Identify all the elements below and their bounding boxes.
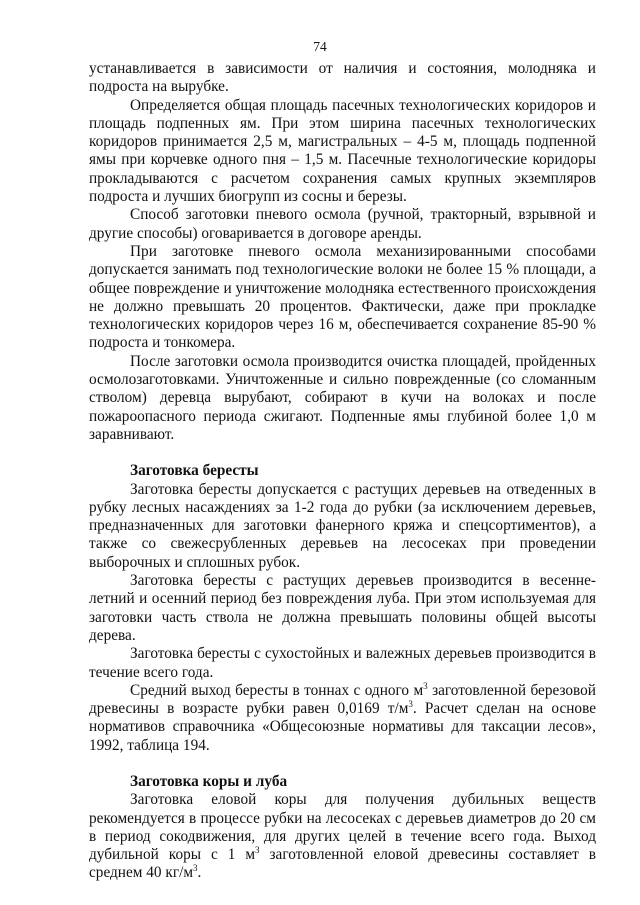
section-heading: Заготовка коры и луба — [130, 772, 288, 790]
text-run: Заготовка еловой коры для получения дубильных веществ рекомендуется в процессе рубки на лесосеках с деревьев диаметров до 20 см в период сокодвижения, для других целей в течение всего года. Выход дубильной коры с 1 м — [89, 791, 596, 864]
text-run: Средний выход бересты в тоннах с одного м — [130, 681, 424, 699]
text-run: заготовленной еловой древесины составляет в среднем 40 кг/м — [89, 846, 596, 882]
text-run: . Расчет сделан на основе нормативов справочника «Общесоюзные нормативы для таксации лесов», 1992, таблица 194. — [89, 700, 596, 754]
page-body — [89, 60, 596, 883]
paragraph: Заготовка бересты с растущих деревьев производится в весенне-летний и осенний период без повреждения луба. При этом используемая для заготовки часть ствола не должна превышать половины общей высоты дерева. — [89, 572, 596, 644]
paragraph — [89, 682, 596, 755]
paragraph: Определяется общая площадь пасечных технологических коридоров и площадь подпенных ям. При этом ширина пасечных технологических коридоров принимается 2,5 м, магистральных – 4-5 м, площадь подпенной ямы при корчевке одного пня – 1,5 м. Пасечные технологические коридоры прокладываются с расчетом сохранения самых крупных экземпляров подроста и лучших биогрупп из сосны и березы. — [89, 96, 596, 206]
text-run: заготовленной березовой древесины в возрасте рубки равен 0,0169 т/м — [89, 681, 596, 718]
superscript: 3 — [408, 699, 413, 710]
paragraph: После заготовки осмола производится очистка площадей, пройденных осмолозаготовками. Уничтоженные и сильно поврежденные (со сломанным стволом) деревца вырубают, собирают в кучи на волоках и после пожароопасного периода сжигают. Подпенные ямы глубиной более 1,0 м заравнивают. — [89, 352, 596, 443]
paragraph — [89, 791, 596, 882]
superscript: 3 — [255, 845, 260, 856]
paragraph: Заготовка бересты с сухостойных и валежных деревьев производится в течение всего года. — [89, 645, 596, 681]
text-run: . — [197, 864, 202, 882]
paragraph: Способ заготовки пневого осмола (ручной, тракторный, взрывной и другие способы) оговаривается в договоре аренды. — [89, 206, 596, 242]
paragraph: устанавливается в зависимости от наличия и состояния, молодняка и подроста на вырубке. — [89, 60, 596, 96]
superscript: 3 — [193, 863, 198, 874]
superscript: 3 — [423, 680, 428, 691]
section-spacer — [89, 755, 596, 773]
page-number: 74 — [313, 39, 327, 54]
paragraph: При заготовке пневого осмола механизированными способами допускается занимать под технологические волоки не более 15 % площади, а общее повреждение и уничтожение молодняка естественного происхождения не должно превышать 20 процентов. Фактически, даже при прокладке технологических коридоров через 16 м, обеспечивается сохранение 85-90 % подроста и тонкомера. — [89, 242, 596, 352]
paragraph: Заготовка бересты допускается с растущих деревьев на отведенных в рубку лесных насаждениях за 1-2 года до рубки (за исключением деревьев, предназначенных для заготовки фанерного кряжа и спецсортиментов), а также со свежесрубленных деревьев на лесосеках при проведении выборочных и сплошных рубок. — [89, 480, 596, 571]
section-spacer — [89, 444, 596, 462]
section-heading: Заготовка бересты — [130, 462, 259, 480]
